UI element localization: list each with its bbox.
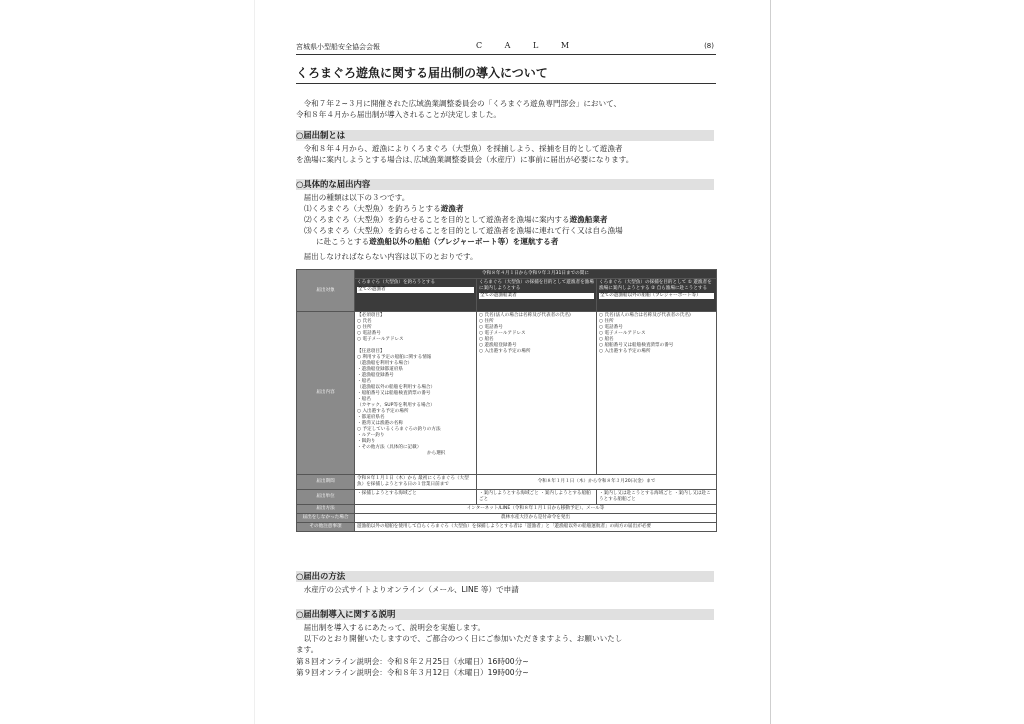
method-text: 水産庁の公式サイトよりオンライン（メール、LINE 等）で申請 (303, 585, 519, 594)
newsletter-page (296, 38, 716, 688)
target-chip: 全ての遊漁船以外の船舶（プレジャーボート等） (599, 293, 714, 299)
intro-line-2: 令和８年４月から届出制が導入されることが決定しました。 (296, 110, 502, 119)
content-list-item: ○ 住所 (357, 325, 372, 330)
table-row (297, 523, 717, 532)
brace-note: から選択 (427, 451, 446, 456)
content-list-item: ○ 電話番号 (479, 325, 503, 330)
target-operators: くろまぐろ（大型魚）の採捕を目的として遊漁者を漁場に案内しようとする 全ての遊漁船業者 (477, 279, 597, 312)
period-others: 令和８年１月１日（木）から令和８年３月20日(金）まで (477, 475, 717, 490)
content-list-item: ○ 入出港する予定の場所 (357, 409, 409, 414)
content-list-item: ・遊漁船登録都道府県 (357, 367, 403, 372)
content-list-item: ・遊漁船登録番号 (357, 373, 394, 378)
content-list-item: ○ 氏名(法人の場合は名称及び代表者の氏名) (479, 313, 571, 318)
content-list-item: ○ 船名 (599, 337, 614, 342)
unit-other-vessels: ・案内し又は赴こうとする海域ごと ・案内し又は赴こうとする船舶ごと (597, 490, 717, 505)
briefing-session-9: 第９回オンライン説明会：令和８年３月12日（木曜日）19時00分~ (296, 668, 529, 677)
content-other-vessels (597, 312, 717, 475)
item-2: ⑵くろまぐろ（大型魚）を釣らせることを目的として遊漁者を漁場に案内する遊漁船業者 (304, 215, 608, 224)
table-row (297, 505, 717, 514)
content-list-item: ○ 入出港する予定の場所 (479, 349, 531, 354)
table-row (297, 279, 717, 312)
item-3: ⑶くろまぐろ（大型魚）を釣らせることを目的として遊漁者を漁場に連れて行く又は自ら漁場 (304, 226, 623, 235)
other-label: その他注意事項 (297, 523, 355, 532)
penalty-label: 届出をしなかった場合 (297, 514, 355, 523)
content-list-item: （カヤック、SUP等を利用する場合） (357, 403, 435, 408)
content-list-item: ○ 利用する予定の船舶に関する情報 (357, 355, 432, 360)
contents-lead: 届出の種類は以下の３つです。 (303, 193, 410, 202)
period-heading: 令和８年４月１日から令和９年３月31日までの間に (355, 270, 717, 279)
running-header (296, 42, 716, 55)
content-list-item: 【必須項目】 (357, 313, 385, 318)
content-list-item: （遊漁船を利用する場合） (357, 361, 413, 366)
content-label: 届出内容 (297, 312, 355, 475)
item-1-emphasis: 遊漁者 (440, 204, 464, 213)
content-list (357, 313, 474, 451)
content-list-item: ・船名 (357, 397, 371, 402)
target-chip: 全ての遊漁者 (357, 287, 474, 293)
content-list-item: ○ 電話番号 (357, 331, 381, 336)
target-other-vessels: くろまぐろ（大型魚）の採捕を目的として ① 遊漁者を漁場に案内しようとする ② 自ら漁場に赴こうとする 全ての遊漁船以外の船舶（プレジャーボート等） (597, 279, 717, 312)
period-anglers: 令和８年１月１日（木）から 最初にくろまぐろ（大型魚）を採捕しようとする日の１営業日前まで (355, 475, 477, 490)
page-number: (8) (704, 42, 714, 50)
briefing-line-1: 届出制を導入するにあたって、説明会を実施します。 (303, 623, 486, 632)
item-2-emphasis: 遊漁船業者 (569, 215, 608, 224)
section-heading-method: ○届出の方法 (296, 571, 714, 582)
content-list-item: ・ルアー釣り (357, 433, 385, 438)
content-list-item: ○ 遊漁船登録番号 (479, 343, 517, 348)
about-line-1: 令和８年４月から、遊漁によりくろまぐろ（大型魚）を採捕しよう、採捕を目的として遊漁者 (303, 144, 623, 153)
table-row (297, 490, 717, 505)
content-list-item: ○ 電話番号 (599, 325, 623, 330)
content-list-item: ○ 予定しているくろまぐろの釣りの方法 (357, 427, 441, 432)
table-row (297, 514, 717, 523)
section-heading-briefing: ○届出制導入に関する説明 (296, 609, 714, 620)
page-edge (770, 0, 771, 724)
table-row (297, 475, 717, 490)
content-list-item: ・船舶番号又は船舶検査済票の番号 (357, 391, 431, 396)
content-list-item: （遊漁船以外の船舶を利用する場合） (357, 385, 436, 390)
scan-shadow (254, 0, 255, 724)
content-list-item: ○ 電子メールアドレス (357, 337, 404, 342)
content-list-item: 【任意項目】 (357, 349, 385, 354)
item-3-emphasis: 遊漁船以外の船舶（プレジャーボート等）を運航する者 (369, 237, 559, 246)
item-3-cont: に赴こうとする遊漁船以外の船舶（プレジャーボート等）を運航する者 (316, 237, 559, 246)
briefing-line-3: ます。 (296, 645, 319, 654)
content-list (599, 313, 714, 355)
content-list-item: ○ 住所 (599, 319, 614, 324)
table-row (297, 312, 717, 475)
content-list-item: ○ 船名 (479, 337, 494, 342)
content-list-item: ・港湾又は漁港の名称 (357, 421, 403, 426)
method-label: 届出方法 (297, 505, 355, 514)
briefing-line-2: 以下のとおり開催いたしますので、ご都合のつく日にご参加いただきますよう、お願いいたし (303, 634, 623, 643)
content-list-item: ○ 電子メールアドレス (599, 331, 646, 336)
content-list-item: ・餌釣り (357, 439, 376, 444)
content-list-item: ○ 入出港する予定の場所 (599, 349, 651, 354)
item-1: ⑴くろまぐろ（大型魚）を釣ろうとする遊漁者 (304, 204, 464, 213)
newsletter-title: C A L M (476, 41, 580, 50)
content-list-item: ○ 船舶番号又は船舶検査済票の番号 (599, 343, 674, 348)
content-list-item: ○ 氏名 (357, 319, 372, 324)
article-title: くろまぐろ遊魚に関する届出制の導入について (296, 64, 716, 84)
method-value: インターネット/LINE（令和８年１月１日から移動予定）、メール等 (355, 505, 717, 514)
unit-operators: ・案内しようとする海域ごと ・案内しようとする船舶ごと (477, 490, 597, 505)
content-operators (477, 312, 597, 475)
content-anglers (355, 312, 477, 475)
about-line-2: を漁場に案内しようとする場合は､広域漁業調整委員会（水産庁）に事前に届出が必要になります。 (296, 155, 634, 164)
publisher-name: 宮城県小型船安全協会会報 (296, 43, 380, 51)
section-heading-about: ○届出制とは (296, 130, 714, 141)
content-list-item: ○ 電子メールアドレス (479, 331, 526, 336)
other-value: 遊漁船以外の船舶を使用して自らくろまぐろ（大型魚）を採捕しようとする者は「遊漁者」と「遊漁船以外の船舶運航者」の両方の届出が必要 (355, 523, 717, 532)
section-heading-contents: ○具体的な届出内容 (296, 179, 714, 190)
target-chip: 全ての遊漁船業者 (479, 293, 594, 299)
period-label: 届出期間 (297, 475, 355, 490)
content-list (479, 313, 594, 355)
table-row (297, 270, 717, 279)
content-list-item: ○ 住所 (479, 319, 494, 324)
briefing-session-8: 第８回オンライン説明会：令和８年２月25日（水曜日）16時00分~ (296, 657, 529, 666)
intro-line-1: 令和７年２~３月に開催された広域漁業調整委員会の「くろまぐろ遊魚専門部会」において、 (303, 99, 622, 108)
contents-after: 届出しなければならない内容は以下のとおりです。 (303, 252, 478, 261)
content-list-item: ・その他方法（具体的に記載） (357, 445, 422, 450)
target-label: 届出対象 (297, 270, 355, 312)
penalty-value: 農林水産大臣から是付命令を発出 (355, 514, 717, 523)
target-anglers: くろまぐろ（大型魚）を釣ろうとする 全ての遊漁者 (355, 279, 477, 312)
content-list-item: ○ 氏名(法人の場合は名称及び代表者の氏名) (599, 313, 691, 318)
content-list-item: ・船名 (357, 379, 371, 384)
unit-anglers: ・採捕しようとする海域ごと (355, 490, 477, 505)
unit-label: 届出単位 (297, 490, 355, 505)
notification-table (296, 269, 717, 532)
content-list-item: ・都道府県名 (357, 415, 385, 420)
